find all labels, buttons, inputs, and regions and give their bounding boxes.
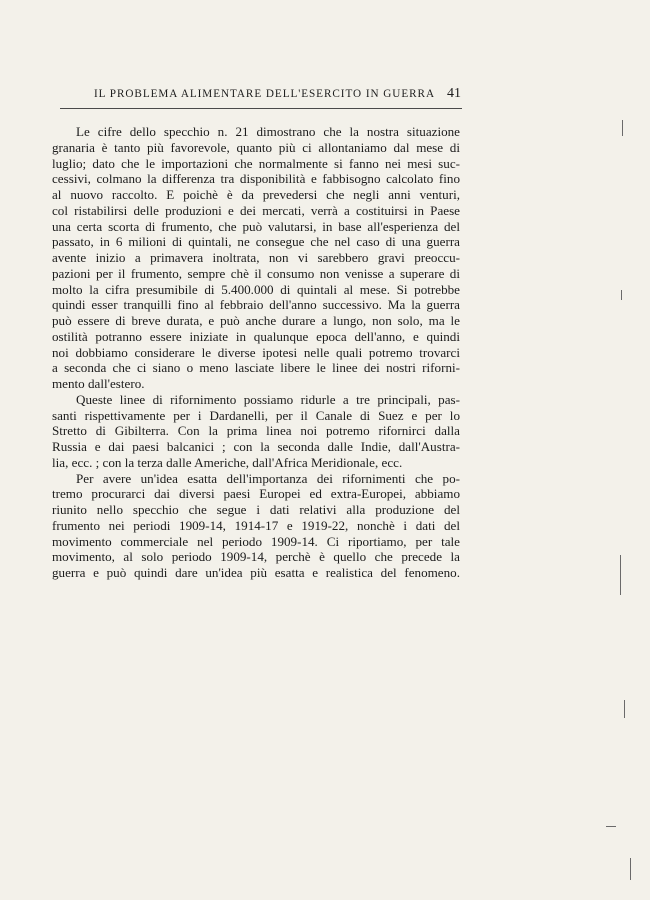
text-line: ostilità potranno essere iniziate in qualunque epoca dell'anno, e quindi [52, 328, 460, 344]
text-line: al nuovo raccolto. E poichè è da prevedersi che negli anni venturi, [52, 187, 460, 202]
text-line: molto la cifra presumibile di 5.400.000 di quintali al mese. Si potrebbe [52, 281, 460, 297]
text-line: tremo procurarci dai diversi paesi Europei ed extra-Europei, abbiamo [52, 486, 460, 502]
text-line: cessivi, colmano la differenza tra disponibilità e fabbisogno calcolato fino [52, 171, 460, 187]
text-line: a seconda che ci siano o meno lasciate libere le linee dei nostri riforni- [52, 360, 460, 376]
scan-artifact [620, 555, 621, 595]
text-line: Russia e dai paesi balcanici ; con la seconda dalle Indie, dall'Austra- [52, 439, 460, 454]
running-header [62, 86, 462, 106]
page-number: 41 [447, 86, 461, 101]
text-line: una certa scorta di frumento, che può valutarsi, in base all'esperienza del [52, 218, 460, 234]
text-line: passato, in 6 milioni di quintali, ne consegue che nel caso di una guerra [52, 234, 460, 250]
running-title: IL PROBLEMA ALIMENTARE DELL'ESERCITO IN GUERRA [94, 88, 435, 100]
text-line: lia, ecc. ; con la terza dalle Americhe, dall'Africa Meridionale, ecc. [52, 454, 403, 470]
scan-artifact [606, 826, 616, 827]
text-line: movimento commerciale nel periodo 1909-14. Ci riportiamo, per tale [52, 533, 460, 549]
text-line: col ristabilirsi delle produzioni e dei mercati, verrà a costituirsi in Paese [52, 202, 460, 218]
text-line: Stretto di Gibilterra. Con la prima linea noi potremo rifornirci dalla [52, 423, 460, 439]
text-line: quindi esser tranquilli fino al febbraio dell'anno successivo. Ma la guerra [52, 297, 460, 313]
text-line: guerra e può quindi dare un'idea più esatta e realistica del fenomeno. [52, 565, 460, 580]
text-line: riunito nello specchio che segue i dati relativi alla produzione del [52, 502, 460, 517]
text-line: noi dobbiamo considerare le diverse ipotesi nelle quali potremo trovarci [52, 344, 460, 360]
body-text [52, 124, 460, 581]
header-rule [60, 108, 462, 109]
scan-artifact [630, 858, 631, 880]
text-line: pazioni per il frumento, sempre chè il consumo non venisse a superare di [52, 265, 460, 281]
scan-artifact [621, 290, 622, 300]
text-line: santi rispettivamente per i Dardanelli, per il Canale di Suez e per lo [52, 407, 460, 423]
text-line: Queste linee di rifornimento possiamo ridurle a tre principali, pas- [76, 391, 460, 407]
scan-artifact [622, 120, 623, 136]
text-line: granaria è tanto più favorevole, quanto più ci allontaniamo dal mese di [52, 139, 460, 155]
paragraph-1 [52, 124, 460, 392]
scan-artifact [624, 700, 625, 718]
paragraph-3 [52, 471, 460, 581]
text-line: può essere di breve durata, e può anche durare a lungo, non solo, ma le [52, 313, 460, 328]
text-line: luglio; dato che le importazioni che normalmente si fanno nei mesi suc- [52, 155, 460, 171]
text-line: Le cifre dello specchio n. 21 dimostrano che la nostra situazione [76, 124, 460, 139]
text-line: avente inizio a primavera inoltrata, non vi sarebbero gravi preoccu- [52, 250, 460, 265]
text-line: frumento nei periodi 1909-14, 1914-17 e 1919-22, nonchè i dati del [52, 517, 460, 533]
text-line: mento dall'estero. [52, 376, 145, 391]
paragraph-2 [52, 392, 460, 471]
text-line: Per avere un'idea esatta dell'importanza dei rifornimenti che po- [76, 470, 460, 486]
text-line: movimento, al solo periodo 1909-14, perchè è quello che precede la [52, 549, 460, 565]
